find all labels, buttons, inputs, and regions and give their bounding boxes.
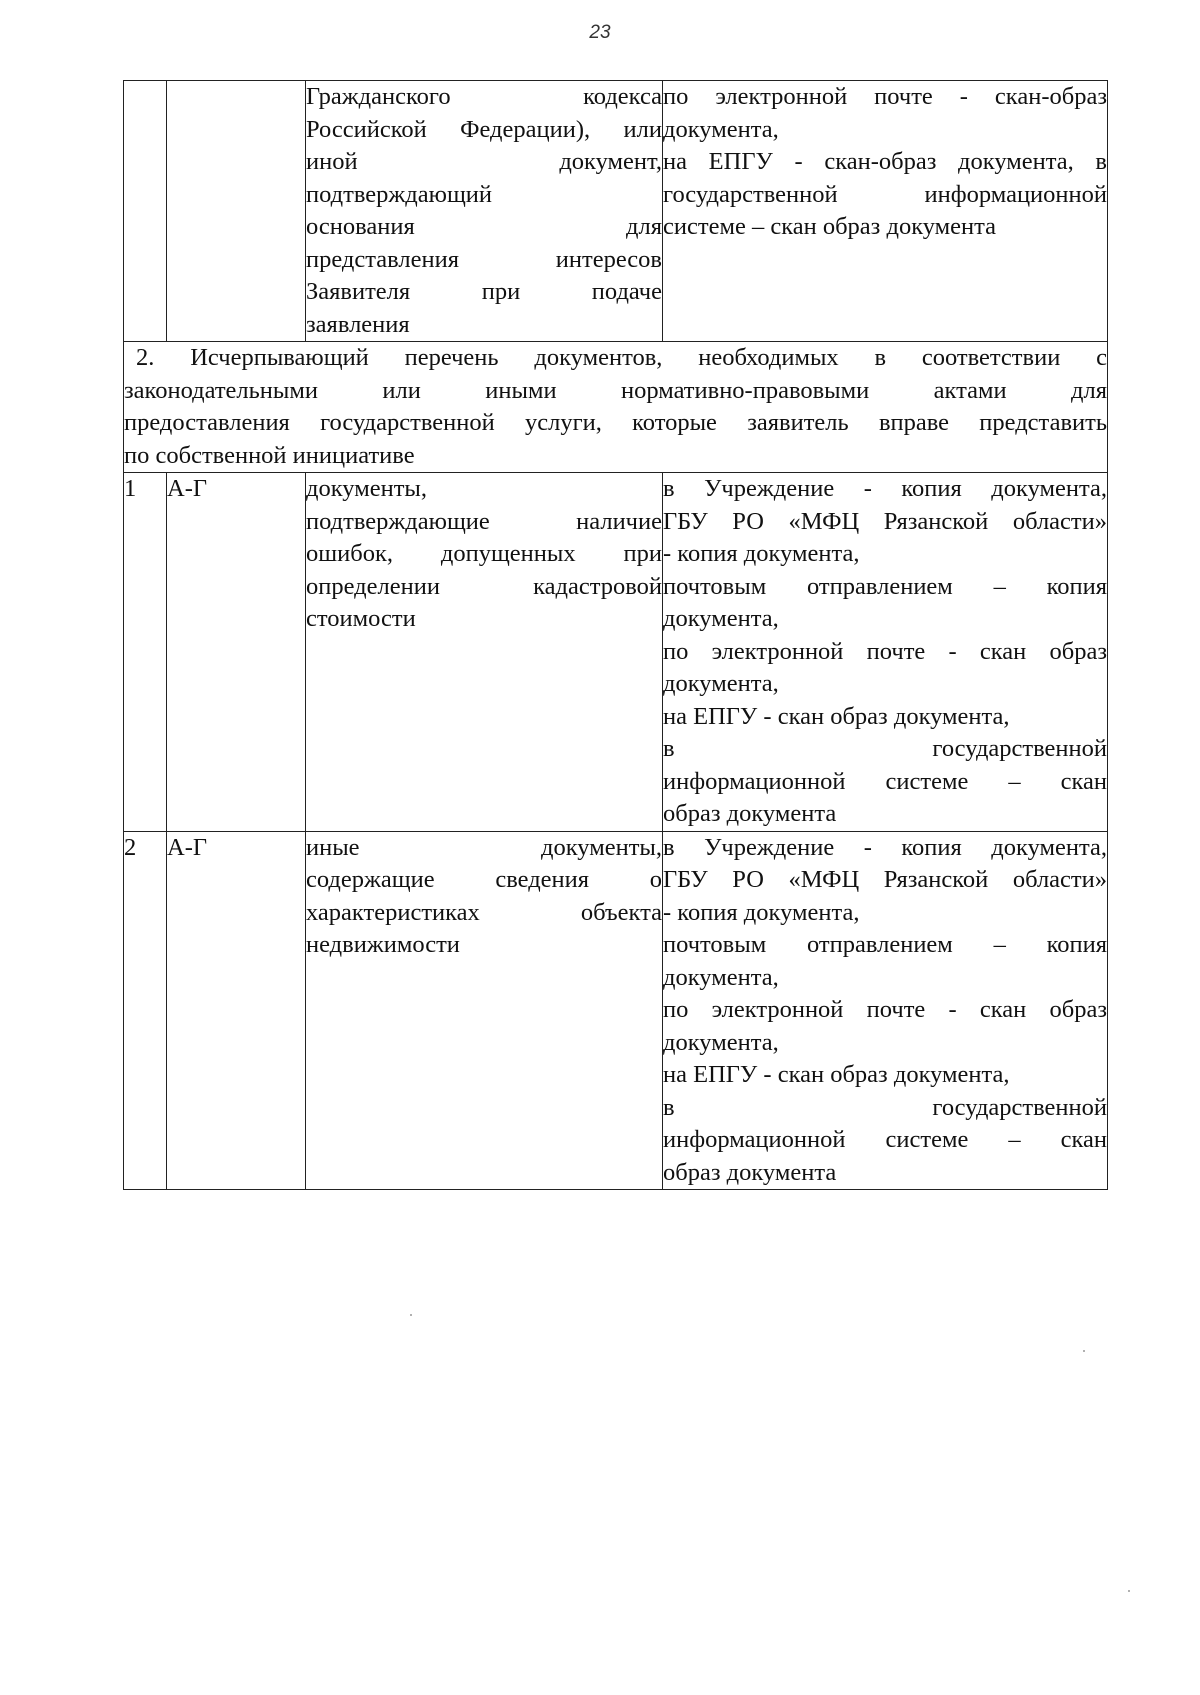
document-line: заявления [306, 310, 410, 338]
method-line: документа, [663, 115, 779, 143]
table-row-continuation [124, 81, 1108, 342]
method-line: - копия документа, [663, 540, 860, 567]
document-line: иной документ, [306, 148, 662, 175]
document-line: документы, [306, 475, 427, 502]
document-line: недвижимости [306, 931, 460, 958]
method-line: в государственной [663, 1093, 1107, 1121]
section-heading-row [124, 342, 1108, 473]
method-line: в Учреждение - копия документа, [663, 475, 1107, 502]
method-line: почтовым отправлением – копия [663, 931, 1107, 958]
method-line: информационной системе – скан [663, 1126, 1107, 1153]
document-line: содержащие сведения о [306, 866, 662, 893]
section-heading-line: законодательными или иными нормативно-правовыми актами для [124, 376, 1107, 404]
scan-speck [410, 1314, 412, 1316]
method-line: документа, [663, 1028, 779, 1056]
section-heading-line: 2. Исчерпывающий перечень документов, необходимых в соответствии с [136, 344, 1107, 371]
method-line: ГБУ РО «МФЦ Рязанской области» [663, 507, 1107, 535]
section-heading-line: предоставления государственной услуги, которые заявитель вправе представить [124, 409, 1107, 436]
document-line: характеристиках объекта [306, 898, 662, 926]
submission-method-cell [663, 81, 1108, 342]
method-line: в Учреждение - копия документа, [663, 833, 1107, 861]
number-cell: 2 [124, 831, 167, 1190]
method-line: информационной системе – скан [663, 767, 1107, 795]
method-line: по электронной почте - скан образ [663, 996, 1107, 1023]
document-line: иные документы, [306, 833, 662, 861]
group-cell [167, 81, 306, 342]
document-line: Заявителя при подаче [306, 278, 662, 305]
document-line: подтверждающие наличие [306, 507, 662, 535]
method-line: на ЕПГУ - скан образ документа, [663, 702, 1010, 730]
submission-method-cell [663, 473, 1108, 832]
method-line: на ЕПГУ - скан-образ документа, в [663, 148, 1107, 175]
document-cell [306, 473, 663, 832]
scan-speck [1083, 1350, 1085, 1352]
document-line: Российской Федерации), или [306, 115, 662, 143]
submission-method-cell [663, 831, 1108, 1190]
method-line: в государственной [663, 735, 1107, 762]
scan-speck [1128, 1590, 1130, 1592]
documents-table [123, 80, 1108, 1190]
document-line: основания для [306, 213, 662, 240]
method-line: почтовым отправлением – копия [663, 572, 1107, 600]
method-line: образ документа [663, 800, 837, 827]
section-heading-line: по собственной инициативе [124, 441, 415, 469]
method-line: документа, [663, 963, 779, 991]
method-line: документа, [663, 670, 779, 697]
page-number: 23 [589, 22, 611, 43]
method-line: документа, [663, 605, 779, 632]
document-line: Гражданского кодекса [306, 83, 662, 110]
document-line: представления интересов [306, 245, 662, 273]
method-line: по электронной почте - скан-образ [663, 83, 1107, 110]
document-cell [306, 81, 663, 342]
document-cell [306, 831, 663, 1190]
method-line: государственной информационной [663, 180, 1107, 208]
method-line: - копия документа, [663, 898, 860, 926]
table-row [124, 831, 1108, 1190]
method-line: по электронной почте - скан образ [663, 637, 1107, 665]
section-heading [124, 342, 1108, 473]
document-line: стоимости [306, 605, 416, 632]
group-cell: А-Г [167, 831, 306, 1190]
method-line: образ документа [663, 1158, 837, 1186]
method-line: ГБУ РО «МФЦ Рязанской области» [663, 866, 1107, 893]
group-cell: А-Г [167, 473, 306, 832]
document-line: подтверждающий [306, 180, 493, 208]
document-line: определении кадастровой [306, 572, 662, 600]
method-line: на ЕПГУ - скан образ документа, [663, 1061, 1010, 1088]
method-line: системе – скан образ документа [663, 213, 997, 240]
number-cell [124, 81, 167, 342]
table-row [124, 473, 1108, 832]
document-line: ошибок, допущенных при [306, 540, 662, 567]
number-cell: 1 [124, 473, 167, 832]
